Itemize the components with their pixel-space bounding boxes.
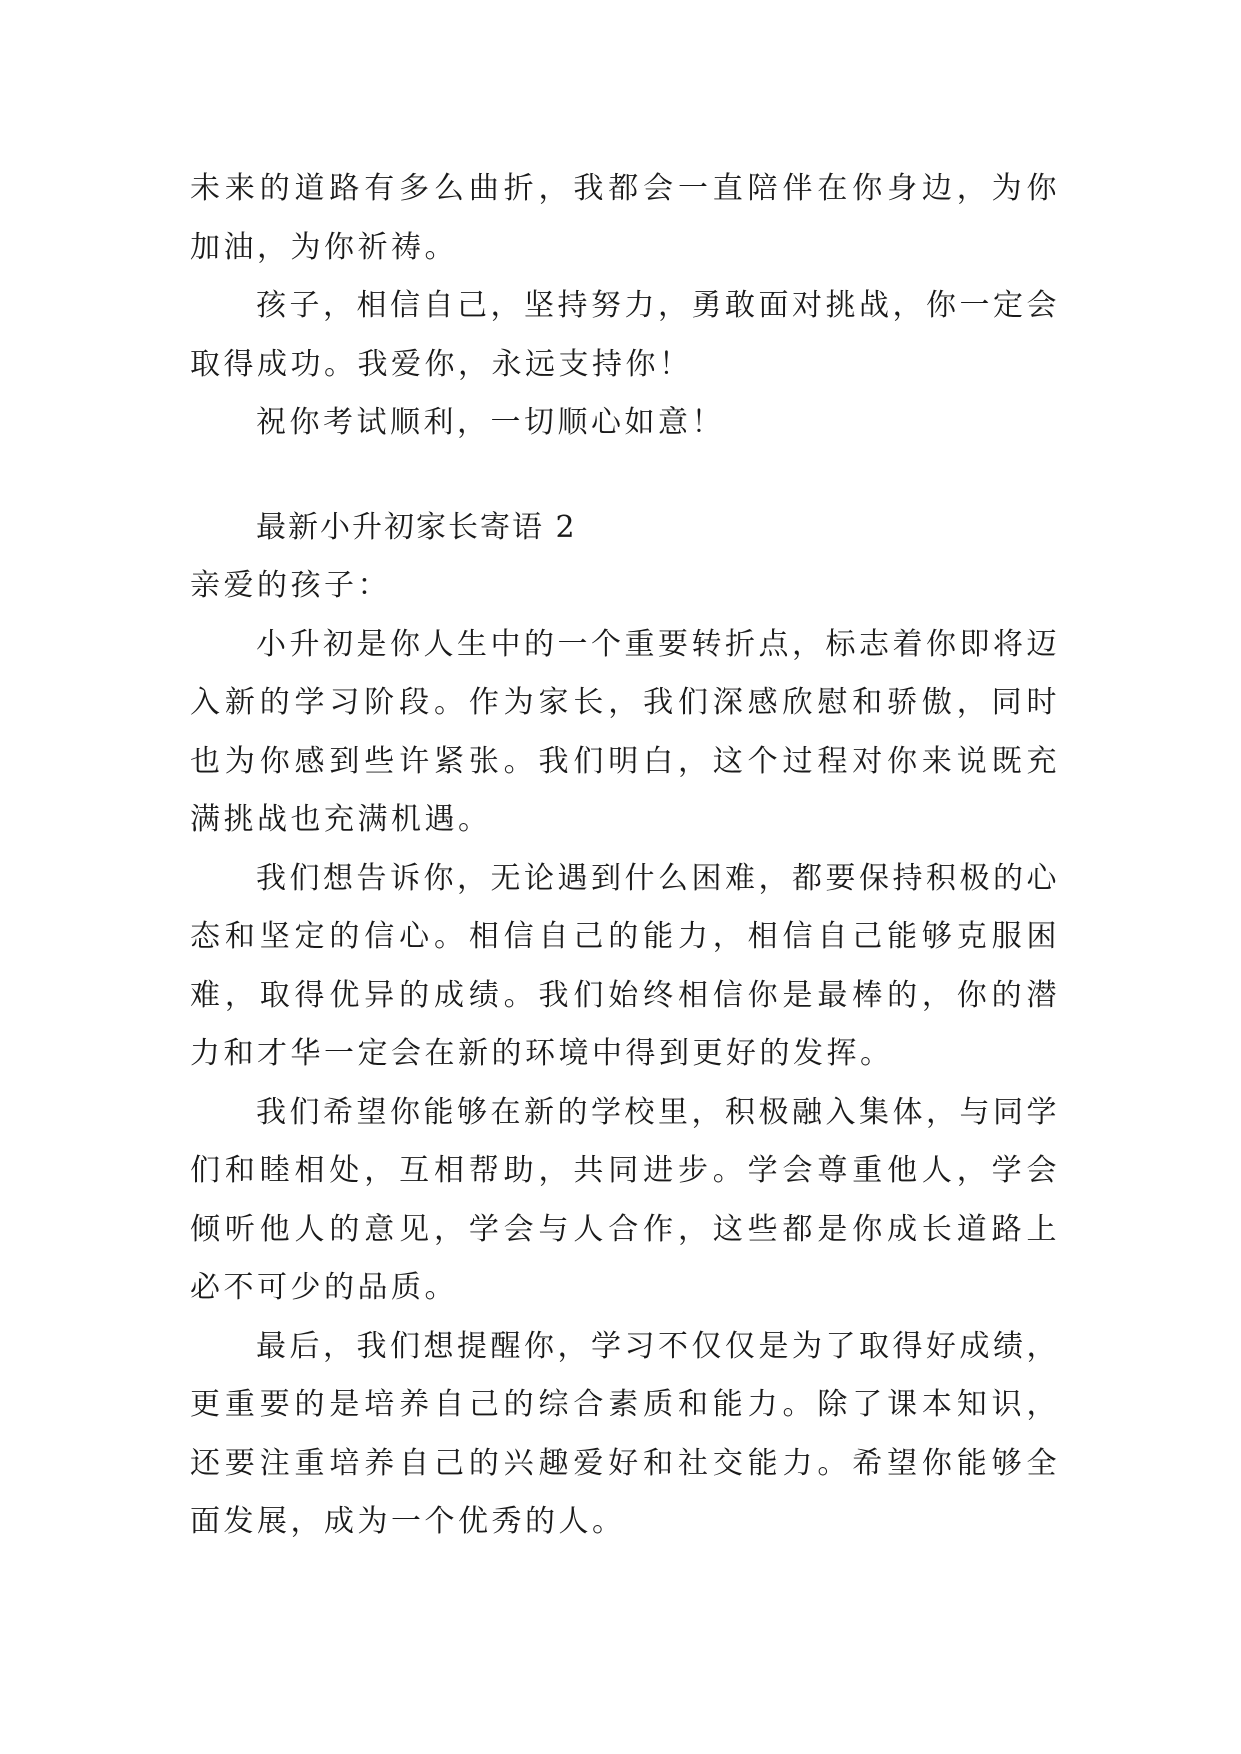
salutation: 亲爱的孩子： — [190, 568, 391, 603]
paragraph-believe: 孩子，相信自己，坚持努力，勇敢面对挑战，你一定会取得成功。我爱你，永远支持你！ — [190, 288, 1060, 382]
body-paragraph-2: 我们想告诉你，无论遇到什么困难，都要保持积极的心态和坚定的信心。相信自己的能力，相信自己能够克服困难，取得优异的成绩。我们始终相信你是最棒的，你的潜力和才华一定会在新的环境中得到更好的发挥。 — [190, 860, 1060, 1071]
body-paragraph-1: 小升初是你人生中的一个重要转折点，标志着你即将迈入新的学习阶段。作为家长，我们深感欣慰和骄傲，同时也为你感到些许紧张。我们明白，这个过程对你来说既充满挑战也充满机遇。 — [190, 626, 1060, 837]
document-body — [190, 160, 1060, 1552]
paragraph-wish: 祝你考试顺利，一切顺心如意！ — [256, 405, 725, 440]
body-paragraph-3: 我们希望你能够在新的学校里，积极融入集体，与同学们和睦相处，互相帮助，共同进步。学会尊重他人，学会倾听他人的意见，学会与人合作，这些都是你成长道路上必不可少的品质。 — [190, 1094, 1060, 1305]
continued-paragraph: 未来的道路有多么曲折，我都会一直陪伴在你身边，为你加油，为你祈祷。 — [190, 171, 1060, 265]
section-title: 最新小升初家长寄语 2 — [256, 509, 577, 545]
section-gap — [190, 453, 1060, 499]
body-paragraph-4: 最后，我们想提醒你，学习不仅仅是为了取得好成绩，更重要的是培养自己的综合素质和能力。除了课本知识，还要注重培养自己的兴趣爱好和社交能力。希望你能够全面发展，成为一个优秀的人。 — [190, 1328, 1060, 1539]
